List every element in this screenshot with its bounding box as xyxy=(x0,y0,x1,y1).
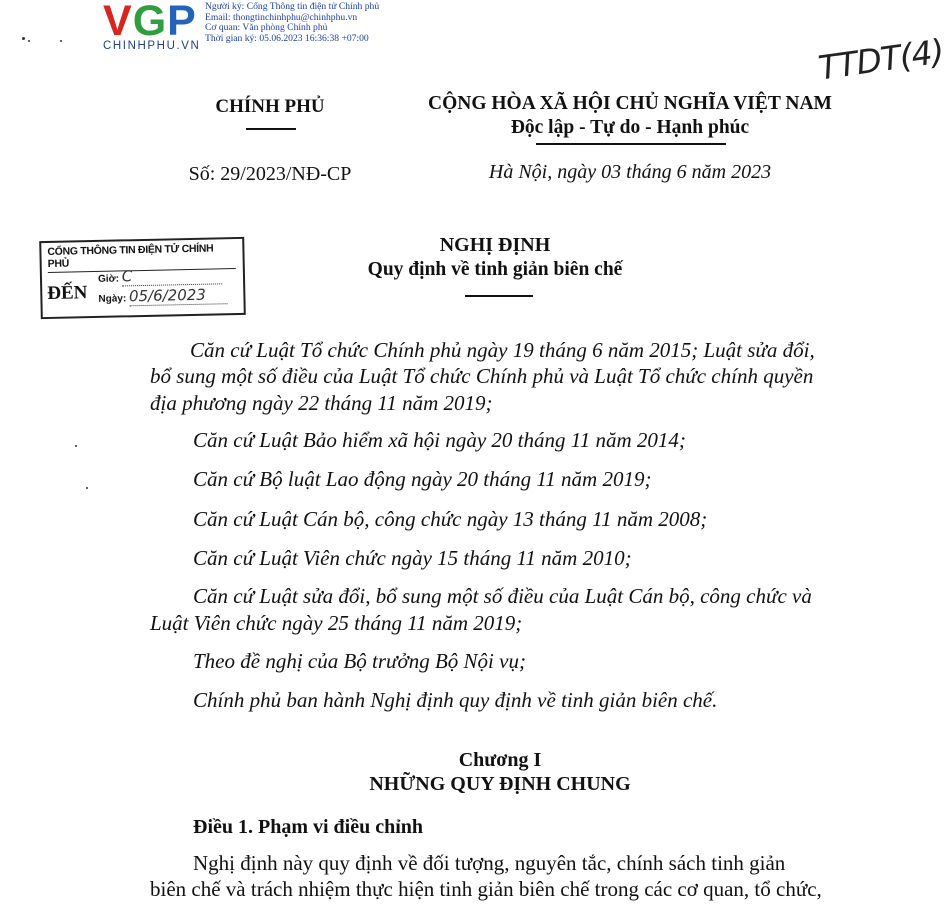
issuer-underline xyxy=(246,128,296,130)
stamp-time-label: Giờ: xyxy=(97,273,120,285)
national-title: CỘNG HÒA XÃ HỘI CHỦ NGHĨA VIỆT NAM xyxy=(428,93,832,114)
stamp-date-label: Ngày: xyxy=(98,293,127,305)
preamble-line: Căn cứ Luật Bảo hiểm xã hội ngày 20 tháng 11 năm 2014; xyxy=(193,428,686,452)
stamp-time-value: C xyxy=(122,265,222,286)
vgp-letters xyxy=(103,0,200,45)
handwritten-mark: TTDT(4) xyxy=(815,31,946,88)
preamble-line: Căn cứ Luật sửa đổi, bổ sung một số điều của Luật Cán bộ, công chức và xyxy=(193,584,812,608)
issuer-name: CHÍNH PHỦ xyxy=(215,96,325,117)
digital-signature-info xyxy=(205,2,379,44)
place-date: Hà Nội, ngày 03 tháng 6 năm 2023 xyxy=(488,161,772,183)
chapter-title: NHỮNG QUY ĐỊNH CHUNG xyxy=(369,773,631,795)
stamp-header: CỔNG THÔNG TIN ĐIỆN TỬ CHÍNH PHỦ xyxy=(47,242,236,273)
stamp-den-label: ĐẾN xyxy=(47,282,88,304)
national-motto: Độc lập - Tự do - Hạnh phúc xyxy=(510,117,750,138)
preamble-line: Căn cứ Luật Viên chức ngày 15 tháng 11 năm 2010; xyxy=(193,546,632,570)
logo-letter-g: G xyxy=(132,0,168,45)
document-number: Số: 29/2023/NĐ-CP xyxy=(188,163,352,185)
motto-underline xyxy=(536,143,726,145)
logo-letter-v: V xyxy=(103,0,133,45)
vgp-logo xyxy=(103,0,200,52)
signature-email: Email: thongtinchinhphu@chinhphu.vn xyxy=(205,11,358,23)
chapter-number: Chương I xyxy=(458,749,542,771)
signature-signer: Người ký: Cổng Thông tin điện tử Chính phủ xyxy=(205,1,380,12)
article-body-line: Nghị định này quy định về đối tượng, nguyên tắc, chính sách tinh giản xyxy=(193,851,786,875)
article-body-line: biên chế và trách nhiệm thực hiện tinh giản biên chế trong các cơ quan, tổ chức, xyxy=(150,877,822,901)
preamble-line: Luật Viên chức ngày 25 tháng 11 năm 2019; xyxy=(150,611,523,635)
preamble-line: Căn cứ Luật Tổ chức Chính phủ ngày 19 tháng 6 năm 2015; Luật sửa đổi, xyxy=(190,338,815,362)
arrival-stamp xyxy=(39,237,246,319)
signature-agency: Cơ quan: Văn phòng Chính phủ xyxy=(205,22,328,34)
preamble-line: địa phương ngày 22 tháng 11 năm 2019; xyxy=(150,391,493,415)
article-heading: Điều 1. Phạm vi điều chỉnh xyxy=(193,816,424,838)
preamble-line: Căn cứ Bộ luật Lao động ngày 20 tháng 11 năm 2019; xyxy=(193,467,652,491)
logo-subtitle: CHINHPHU.VN xyxy=(103,40,201,52)
stamp-time-line xyxy=(98,265,222,287)
scan-speck xyxy=(75,445,77,447)
preamble-line: Chính phủ ban hành Nghị định quy định về tinh giản biên chế. xyxy=(193,688,718,712)
preamble-line: bổ sung một số điều của Luật Tổ chức Chính phủ và Luật Tổ chức chính quyền xyxy=(150,364,814,388)
signature-time: Thời gian ký: 05.06.2023 16:36:38 +07:00 xyxy=(205,32,369,44)
stamp-date-line xyxy=(98,285,227,307)
scan-speck xyxy=(86,487,88,489)
preamble-line: Căn cứ Luật Cán bộ, công chức ngày 13 tháng 11 năm 2008; xyxy=(193,507,708,531)
logo-letter-p: P xyxy=(167,0,197,45)
document-subtitle: Quy định về tinh giản biên chế xyxy=(367,259,623,280)
scan-speck xyxy=(60,40,62,42)
stamp-date-value: 05/6/2023 xyxy=(129,285,227,306)
document-title: NGHỊ ĐỊNH xyxy=(439,234,551,256)
preamble-line: Theo đề nghị của Bộ trưởng Bộ Nội vụ; xyxy=(193,649,526,673)
scan-speck xyxy=(28,40,30,42)
scan-speck xyxy=(22,37,25,40)
title-underline xyxy=(465,295,533,297)
